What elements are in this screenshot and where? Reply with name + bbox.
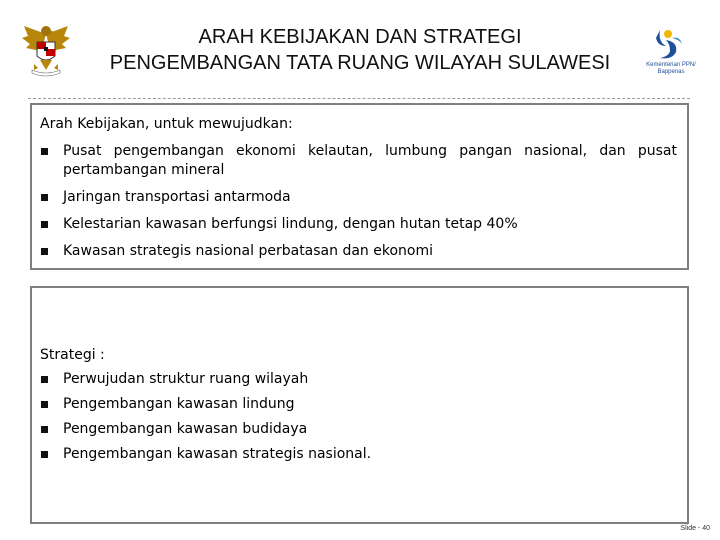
strategy-box <box>30 286 689 524</box>
list-item-text: Pengembangan kawasan strategis nasional. <box>63 446 372 462</box>
list-item <box>40 370 677 389</box>
policy-box <box>30 103 689 270</box>
header-divider <box>28 98 690 99</box>
list-item-text: Pengembangan kawasan budidaya <box>63 421 308 437</box>
garuda-emblem-icon <box>18 20 74 78</box>
policy-list <box>40 142 677 261</box>
bullet-square-icon <box>41 194 48 201</box>
list-item <box>40 142 677 180</box>
list-item <box>40 420 677 439</box>
title-line-2: PENGEMBANGAN TATA RUANG WILAYAH SULAWESI <box>109 52 611 74</box>
bullet-square-icon <box>41 376 48 383</box>
list-item <box>40 242 677 261</box>
list-item-text: Jaringan transportasi antarmoda <box>63 189 291 205</box>
list-item-text: Perwujudan struktur ruang wilayah <box>63 371 309 387</box>
list-item <box>40 188 677 207</box>
bappenas-logo-icon <box>636 24 706 62</box>
title-line-1: ARAH KEBIJAKAN DAN STRATEGI <box>198 26 522 48</box>
list-item-text: Pusat pengembangan ekonomi kelautan, lumbung pangan nasional, dan pusat pertambangan mineral <box>63 143 677 178</box>
page-title <box>90 24 630 76</box>
list-item <box>40 395 677 414</box>
list-item <box>40 445 677 464</box>
strategy-list <box>40 370 677 464</box>
bappenas-label-line-2: Bappenas <box>657 69 685 75</box>
list-item-text: Pengembangan kawasan lindung <box>63 396 295 412</box>
slide-number: Slide - 40 <box>680 525 710 532</box>
strategy-heading: Strategi : <box>40 347 105 363</box>
policy-heading: Arah Kebijakan, untuk mewujudkan: <box>40 116 293 132</box>
bullet-square-icon <box>41 426 48 433</box>
bullet-square-icon <box>41 221 48 228</box>
bullet-square-icon <box>41 401 48 408</box>
list-item-text: Kawasan strategis nasional perbatasan dan ekonomi <box>63 243 434 259</box>
list-item <box>40 215 677 234</box>
bappenas-logo <box>636 24 706 82</box>
bullet-square-icon <box>41 451 48 458</box>
bullet-square-icon <box>41 148 48 155</box>
bullet-square-icon <box>41 248 48 255</box>
list-item-text: Kelestarian kawasan berfungsi lindung, dengan hutan tetap 40% <box>63 216 518 232</box>
bappenas-label-line-1: Kementerian PPN/ <box>646 62 696 68</box>
